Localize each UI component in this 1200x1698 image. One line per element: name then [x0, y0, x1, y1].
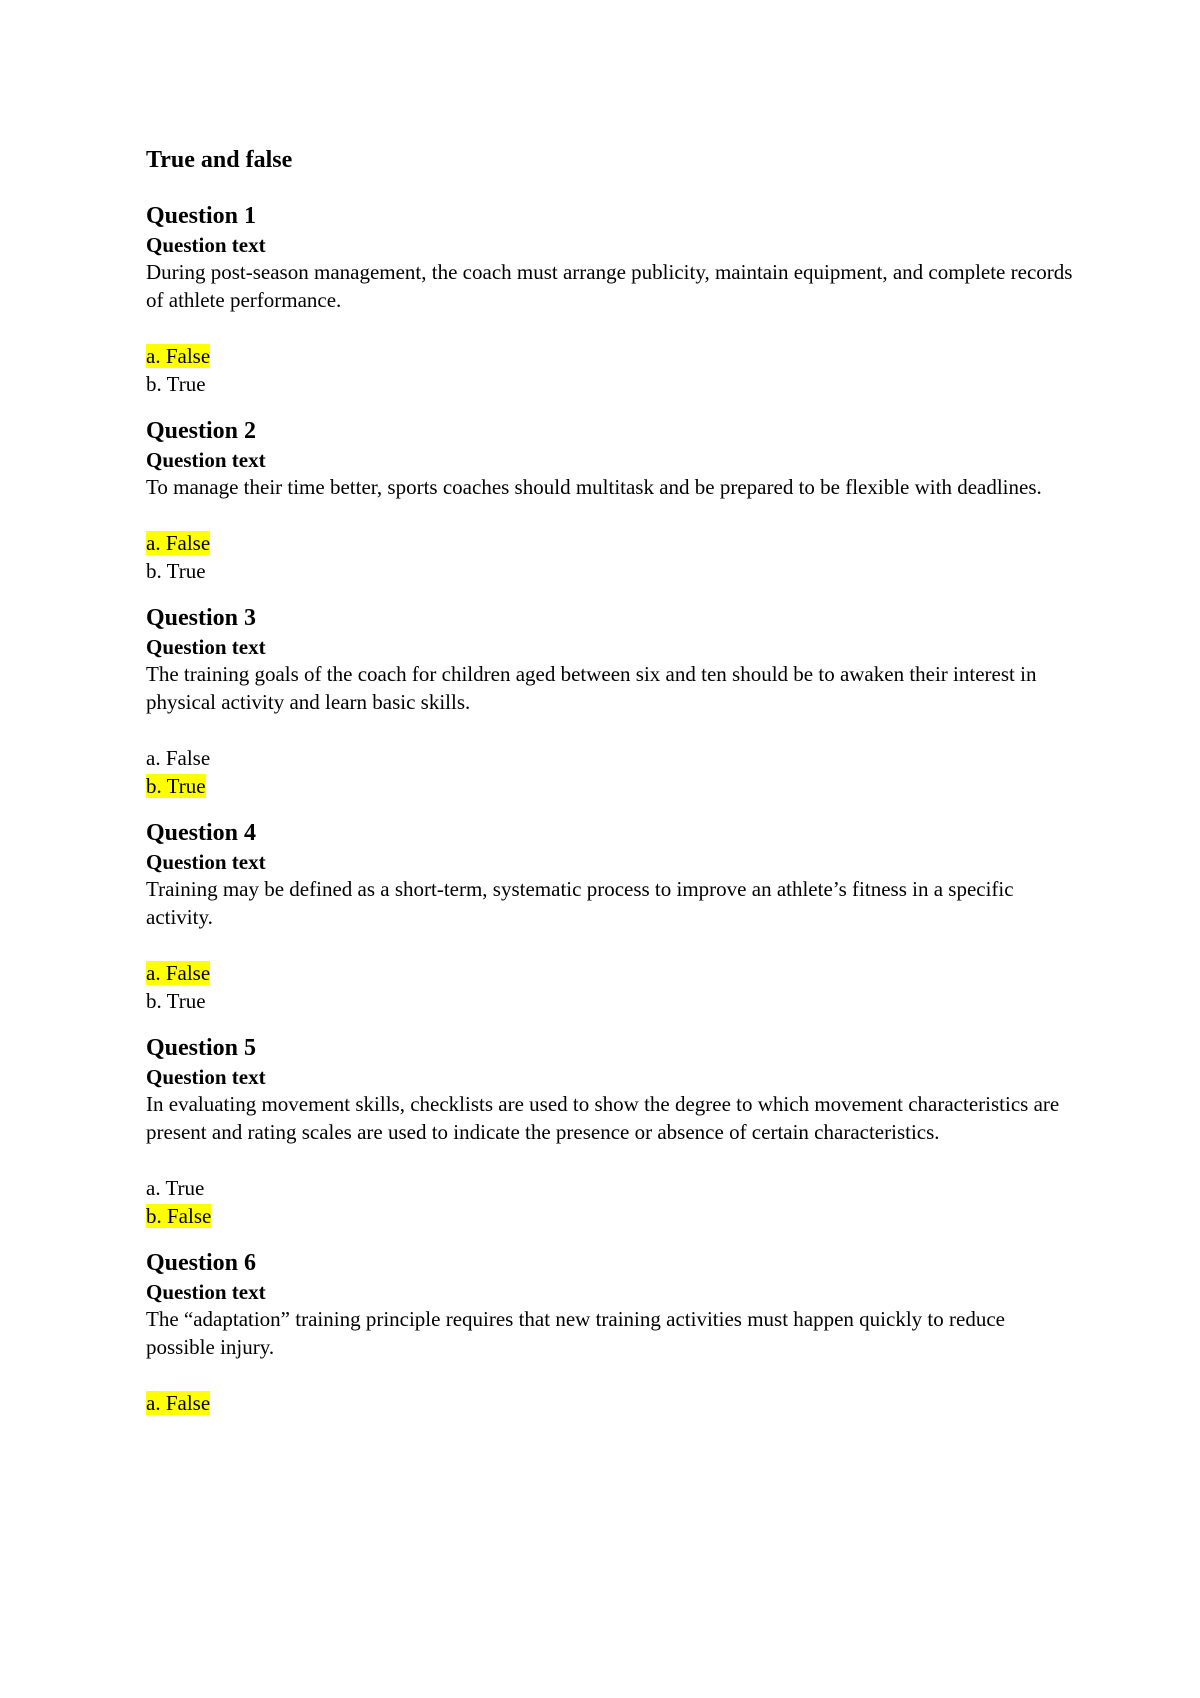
answer-option-b — [146, 987, 1076, 1015]
answer-option-b — [146, 557, 1076, 585]
answer-option-a — [146, 744, 1076, 772]
option-label: a. False — [146, 1391, 211, 1415]
option-label: a. False — [146, 531, 211, 555]
answer-option-a — [146, 342, 1076, 370]
question-1 — [146, 200, 1076, 398]
answer-option-a — [146, 529, 1076, 557]
question-text: The training goals of the coach for children aged between six and ten should be to awaken their interest in physical activity and learn basic skills. — [146, 662, 1037, 714]
option-label: b. True — [146, 559, 206, 583]
question-heading: Question 4 — [146, 820, 257, 846]
question-3 — [146, 602, 1076, 800]
document-content — [146, 143, 1076, 1434]
question-5 — [146, 1032, 1076, 1230]
question-text: During post-season management, the coach must arrange publicity, maintain equipment, and complete records of athlete performance. — [146, 260, 1073, 312]
answer-option-a — [146, 959, 1076, 987]
question-heading: Question 2 — [146, 418, 257, 444]
question-label: Question text — [146, 635, 266, 659]
option-label: a. False — [146, 746, 211, 770]
answer-option-b — [146, 370, 1076, 398]
option-label: b. False — [146, 1204, 212, 1228]
question-heading: Question 6 — [146, 1250, 257, 1276]
answer-option-a — [146, 1389, 1076, 1417]
answer-option-b — [146, 1202, 1076, 1230]
option-label: b. True — [146, 372, 206, 396]
question-2 — [146, 415, 1076, 585]
option-label: a. False — [146, 344, 211, 368]
question-text: In evaluating movement skills, checklists are used to show the degree to which movement characteristics are present and rating scales are used to indicate the presence or absence of certain characteristics. — [146, 1092, 1060, 1144]
question-heading: Question 1 — [146, 203, 257, 229]
question-label: Question text — [146, 233, 266, 257]
question-text: Training may be defined as a short-term, systematic process to improve an athlete’s fitness in a specific activity. — [146, 877, 1014, 929]
option-label: b. True — [146, 989, 206, 1013]
option-label: b. True — [146, 774, 206, 798]
question-label: Question text — [146, 448, 266, 472]
document-title: True and false — [146, 147, 293, 173]
question-text: The “adaptation” training principle requires that new training activities must happen quickly to reduce possible injury. — [146, 1307, 1005, 1359]
question-text: To manage their time better, sports coaches should multitask and be prepared to be flexible with deadlines. — [146, 475, 1042, 499]
question-label: Question text — [146, 850, 266, 874]
question-4 — [146, 817, 1076, 1015]
question-label: Question text — [146, 1280, 266, 1304]
question-heading: Question 3 — [146, 605, 257, 631]
question-heading: Question 5 — [146, 1035, 257, 1061]
option-label: a. True — [146, 1176, 205, 1200]
answer-option-a — [146, 1174, 1076, 1202]
question-6 — [146, 1247, 1076, 1417]
question-label: Question text — [146, 1065, 266, 1089]
answer-option-b — [146, 772, 1076, 800]
option-label: a. False — [146, 961, 211, 985]
